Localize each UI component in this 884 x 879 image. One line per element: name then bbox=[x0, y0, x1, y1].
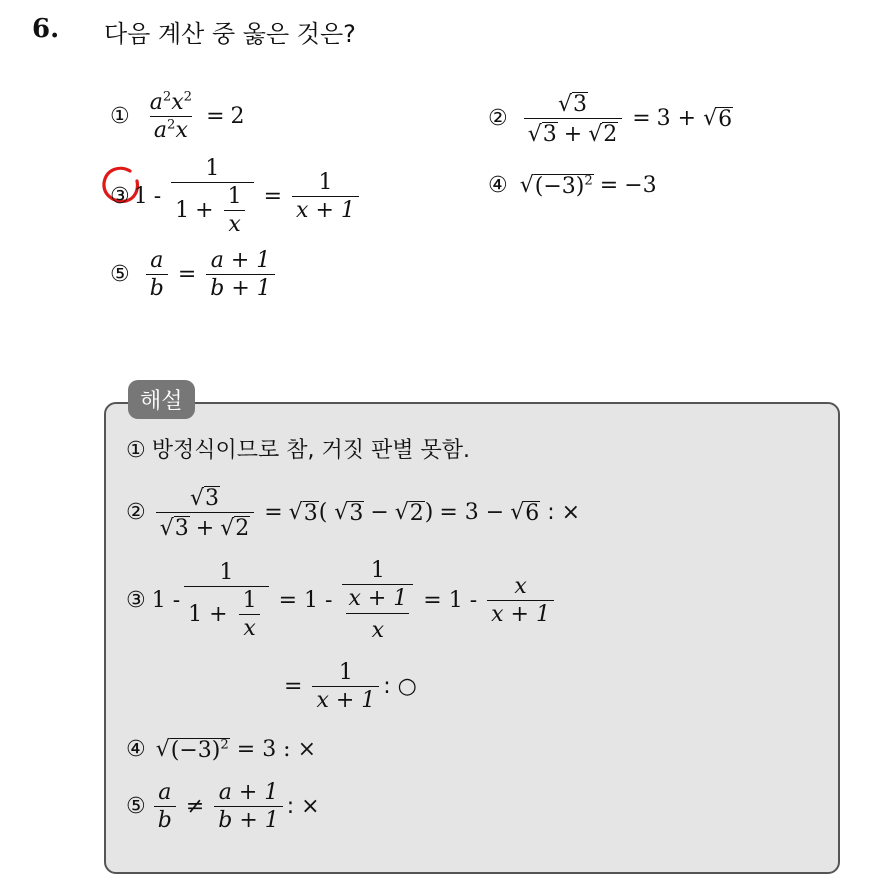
choice-4-marker: ④ bbox=[488, 173, 508, 198]
choice-1: ① $\frac{a^2x^2}{a^2x}$ = 2 bbox=[110, 89, 245, 143]
question-number: 6. bbox=[32, 14, 60, 44]
choice-2-fraction: √ 3 √ 3 + √ 2 bbox=[524, 92, 623, 146]
solution-4-marker: ④ bbox=[126, 737, 146, 762]
choice-3-fraction-rhs: $\frac{1}{x + 1}$ bbox=[292, 172, 359, 222]
choice-4: ④ √ $(-3)^2$ = −3 bbox=[488, 173, 657, 199]
solution-3-continued: = $\frac{1}{x + 1}$ : ○ bbox=[284, 660, 417, 713]
solution-1-marker: ① bbox=[126, 438, 146, 463]
solution-2-marker: ② bbox=[126, 500, 146, 525]
choice-5: ⑤ $\frac{a}{b}$ = $\frac{a + 1}{b + 1}$ bbox=[110, 250, 279, 300]
choice-1-fraction: $\frac{a^2x^2}{a^2x}$ bbox=[149, 89, 193, 143]
solution-5: ⑤ $\frac{a}{b}$ ≠ $\frac{a + 1}{b + 1}$ : × bbox=[126, 780, 320, 833]
solution-label: 해설 bbox=[128, 380, 195, 419]
choice-1-marker: ① bbox=[110, 104, 130, 129]
choice-3: ③ 1 - 1 1 + $\frac{1}{x}$ = $\frac{1}{x + 1}$ bbox=[110, 158, 363, 236]
choice-5-marker: ⑤ bbox=[110, 262, 130, 287]
solution-2: ② √ 3 √ 3 + √ 2 = √ 3 ( √ 3 − √ 2 ) = 3 − √ 6 : × bbox=[126, 486, 581, 541]
choice-2-marker: ② bbox=[488, 106, 508, 131]
solution-1: ① 방정식이므로 참, 거짓 판별 못함. bbox=[126, 438, 470, 463]
choice-2: ② √ 3 √ 3 + √ 2 = 3 + √ 6 bbox=[488, 92, 733, 147]
choice-3-fraction-lhs: 1 1 + $\frac{1}{x}$ bbox=[171, 158, 253, 236]
solution-3-marker: ③ bbox=[126, 588, 146, 613]
choice-3-marker: ③ bbox=[110, 184, 130, 209]
question-text: 다음 계산 중 옳은 것은? bbox=[104, 20, 356, 48]
solution-4: ④ √ $(-3)^2$ = 3 : × bbox=[126, 737, 317, 763]
solution-5-marker: ⑤ bbox=[126, 794, 146, 819]
solution-3: ③ 1 - 1 1 + $\frac{1}{x}$ = 1 - 1 x + 1 x = 1 - $\frac{x}{x + 1}$ bbox=[126, 560, 558, 642]
